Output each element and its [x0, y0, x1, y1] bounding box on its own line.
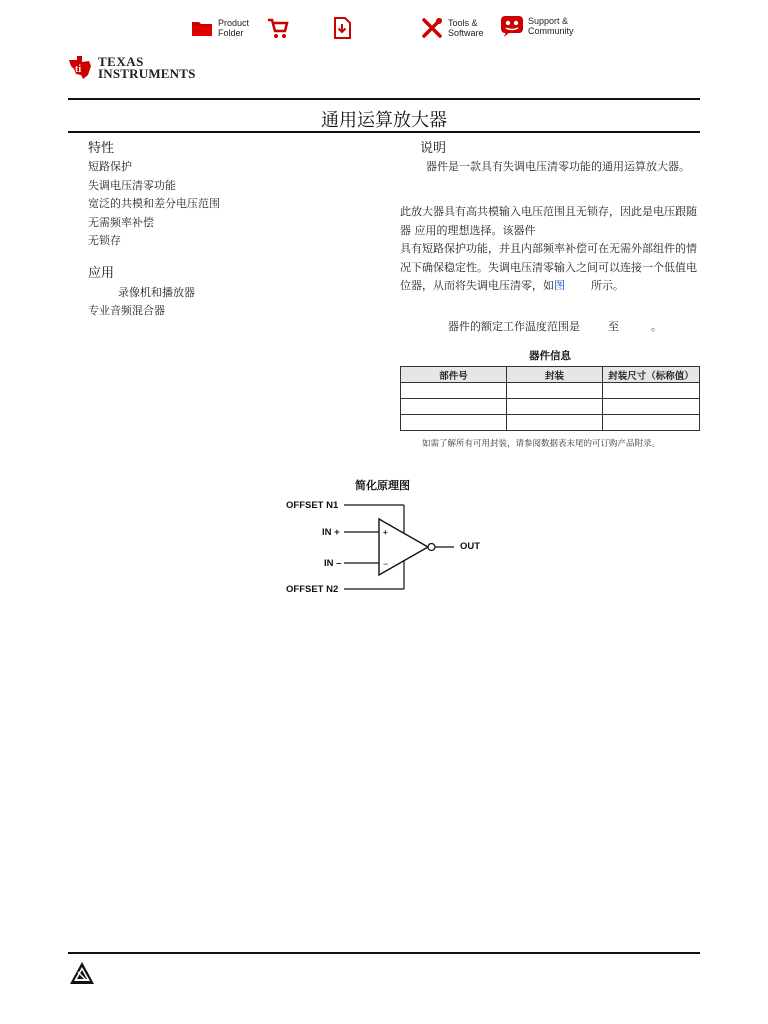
folder-icon [190, 16, 214, 40]
tools-icon [420, 16, 444, 40]
pin-label-offset-n2: OFFSET N2 [286, 584, 339, 595]
support-community-label: Support & Community [528, 16, 574, 36]
pin-label-out: OUT [460, 541, 481, 552]
product-folder-link[interactable] [190, 16, 249, 40]
document-title: 通用运算放大器 [321, 110, 447, 131]
ti-wordmark: TEXAS INSTRUMENTS [98, 54, 196, 81]
pin-label-in-minus: IN – [324, 558, 342, 569]
feature-item: 无锁存 [88, 234, 121, 247]
application-item: 录像机和播放器 [118, 286, 195, 299]
footer-rule [68, 952, 700, 954]
device-info-caption: 器件信息 [529, 350, 571, 362]
svg-text:ti: ti [75, 64, 82, 75]
pin-label-offset-n1: OFFSET N1 [286, 500, 339, 511]
application-item: 专业音频混合器 [88, 304, 165, 317]
table-row [401, 415, 700, 431]
support-community-link[interactable] [500, 14, 574, 38]
description-paragraph-1: 器件是一款具有失调电压清零功能的通用运算放大器。 [426, 160, 690, 173]
table-row [401, 383, 700, 399]
feature-item: 短路保护 [88, 160, 132, 173]
ti-logo[interactable] [66, 54, 196, 82]
title-rule [68, 131, 700, 133]
figure-link[interactable]: 图 [554, 279, 565, 292]
applications-heading: 应用 [88, 266, 115, 281]
device-info-footnote: 如需了解所有可用封装，请参阅数据表末尾的可订购产品附录。 [422, 439, 661, 449]
output-inverter-bubble [428, 544, 435, 551]
device-info-table [400, 366, 700, 431]
table-header: 封装尺寸（标称值） [603, 367, 700, 383]
feature-item: 无需频率补偿 [88, 215, 154, 229]
document-download-icon [330, 16, 354, 40]
pin-label-in-plus: IN + [322, 527, 340, 538]
shopping-cart-icon [266, 16, 290, 40]
schematic-title: 简化原理图 [355, 479, 410, 492]
product-folder-label: Product Folder [218, 18, 250, 38]
tools-software-link[interactable] [420, 16, 484, 40]
esd-warning-icon [69, 961, 95, 985]
table-row [401, 399, 700, 415]
features-list [88, 158, 220, 251]
table-header: 部件号 [401, 367, 507, 383]
description-paragraph-3: 器件的额定工作温度范围是 至 。 [448, 320, 662, 333]
feature-item: 失调电压清零功能 [88, 178, 176, 192]
description-heading: 说明 [420, 141, 447, 156]
plus-sign: + [383, 528, 388, 537]
order-now-link[interactable] [266, 16, 290, 40]
technical-documents-link[interactable] [330, 16, 354, 40]
minus-sign: − [383, 559, 389, 569]
ti-state-logo-icon [66, 54, 94, 82]
features-heading: 特性 [88, 141, 115, 156]
description-paragraph-2: 此放大器具有高共模输入电压范围且无锁存，因此是电压跟随器 应用的理想选择。该器件 具有短路保护功能，并且内部频率补偿可在无需外部组件的情况下确保稳定性。失调电压清零输入之间可以连接一个低值电位器，从而将失调电压清零，如图 所示。 [400, 205, 697, 292]
table-header: 封装 [507, 367, 603, 383]
support-chat-icon [500, 14, 524, 38]
feature-item: 宽泛的共模和差分电压范围 [88, 197, 220, 210]
tools-software-label: Tools & Software [448, 18, 484, 38]
header-rule [68, 98, 700, 100]
